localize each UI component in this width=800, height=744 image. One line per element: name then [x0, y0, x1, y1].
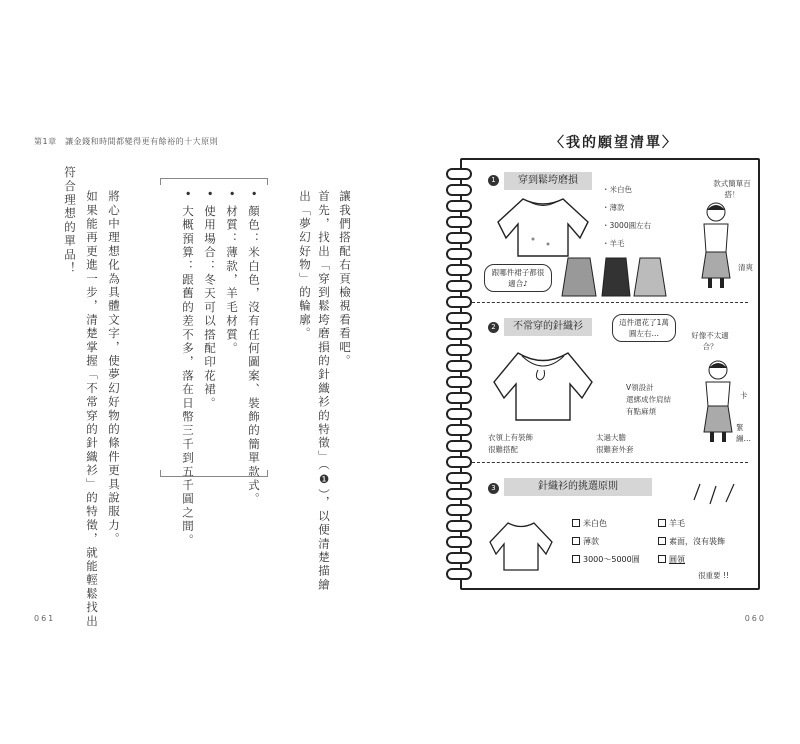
- paragraph-1: 讓我們搭配右頁檢視看看吧。: [338, 190, 352, 369]
- spiral-ring: [446, 264, 472, 276]
- spiral-ring: [446, 344, 472, 356]
- check-wool-label: 羊毛: [669, 519, 685, 528]
- important-note: 很重要 !!: [698, 571, 729, 580]
- check-budget: [572, 554, 640, 565]
- s1-bubble: 跟哪件裙子都很適合♪: [484, 264, 552, 292]
- s2-note-tie: 還綁成作肩結: [626, 395, 671, 404]
- cardigan-icon: [488, 348, 598, 428]
- divider-2: [472, 462, 748, 463]
- s2-speech: 好像不太適合？: [691, 331, 729, 351]
- checkbox-icon: [658, 537, 666, 545]
- list-item-color: • 顏色：米白色，沒有任何圖案、裝飾的簡單款式。: [247, 190, 261, 507]
- s2-note-coat: 很難套外套: [596, 445, 634, 454]
- paragraph-5: 符合理想的單品！: [63, 166, 77, 276]
- s1-person-label: 清爽: [738, 263, 753, 272]
- person-1-icon: [694, 200, 754, 290]
- check-plain-label: 素面，沒有裝飾: [669, 537, 725, 546]
- s2-note-trouble: 有點麻煩: [626, 407, 656, 416]
- spiral-ring: [446, 472, 472, 484]
- list-item-material: • 材質：薄款，羊毛材質。: [225, 190, 239, 356]
- s1-note-thin: ・薄款: [602, 203, 625, 212]
- section-3-number: 3: [488, 483, 499, 494]
- emphasis-lines-icon: [684, 480, 744, 510]
- page-number-left: 061: [34, 614, 56, 623]
- spiral-ring: [446, 280, 472, 292]
- spiral-ring: [446, 296, 472, 308]
- checkbox-icon: [572, 537, 580, 545]
- checkbox-icon: [572, 555, 580, 563]
- s2-note-collar: 衣領上有裝飾: [488, 433, 533, 442]
- check-thin-label: 薄款: [583, 537, 599, 546]
- wishlist-title: 〈我的願望清單〉: [550, 135, 678, 151]
- spiral-ring: [446, 536, 472, 548]
- list-item-budget: • 大概預算：跟舊的差不多，落在日幣三千到五千圓之間。: [181, 190, 195, 548]
- spiral-ring: [446, 504, 472, 516]
- notebook: [460, 158, 760, 590]
- spiral-ring: [446, 440, 472, 452]
- s2-sound-2: 緊繃…: [736, 423, 751, 443]
- s1-note-price: ・3000圓左右: [602, 221, 652, 230]
- paragraph-4: 如果能再更進一步，清楚掌握「不常穿的針織衫」的特徵，就能輕鬆找出: [85, 190, 99, 629]
- divider-1: [472, 302, 748, 303]
- right-page: [400, 0, 800, 744]
- section-2-number: 2: [488, 322, 499, 333]
- section-2-label: 不常穿的針織衫: [504, 318, 592, 336]
- check-color-label: 米白色: [583, 519, 607, 528]
- section-3-label: 針織衫的挑選原則: [504, 478, 652, 496]
- page-number-right: 060: [744, 614, 766, 623]
- s1-note-wool: ・羊毛: [602, 239, 625, 248]
- section-1-number: 1: [488, 175, 499, 186]
- checkbox-icon: [658, 519, 666, 527]
- checkbox-icon: [572, 519, 580, 527]
- spiral-ring: [446, 568, 472, 580]
- spiral-ring: [446, 184, 472, 196]
- spiral-ring: [446, 456, 472, 468]
- spiral-ring: [446, 168, 472, 180]
- check-thin: [572, 536, 599, 547]
- check-color: [572, 518, 607, 529]
- list-item-occasion: • 使用場合：冬天可以搭配印花裙。: [203, 190, 217, 411]
- spiral-ring: [446, 408, 472, 420]
- spiral-ring: [446, 392, 472, 404]
- list-bracket-top: [160, 178, 268, 185]
- spiral-ring: [446, 424, 472, 436]
- s2-note-bold: 太過大膽: [596, 433, 626, 442]
- spiral-ring: [446, 488, 472, 500]
- paragraph-2: 首先，找出「穿到鬆垮磨損的針織衫的特徵」（❶），以便清楚描繪出「夢幻好物」的輪廓。: [298, 190, 331, 592]
- spiral-ring: [446, 312, 472, 324]
- s2-bubble: 這件還花了1萬圓左右…: [612, 314, 676, 342]
- chapter-header: 第1章 讓金錢和時間都變得更有餘裕的十大原則: [34, 137, 219, 146]
- section-1-label: 穿到鬆垮磨損: [504, 172, 592, 190]
- spiral-ring: [446, 232, 472, 244]
- spiral-ring: [446, 248, 472, 260]
- list-bracket-bottom: [160, 470, 268, 477]
- check-wool: [658, 518, 685, 529]
- checkbox-icon: [658, 555, 666, 563]
- check-round-neck-label: 圓領: [669, 555, 685, 564]
- spiral-ring: [446, 328, 472, 340]
- spiral-binding: [446, 168, 472, 588]
- s2-note-vneck: V領設計: [626, 383, 654, 392]
- spiral-ring: [446, 216, 472, 228]
- paragraph-3: 將心中理想化為具體文字，使夢幻好物的條件更具說服力。: [107, 190, 121, 547]
- check-plain: [658, 536, 725, 547]
- spiral-ring: [446, 376, 472, 388]
- skirts-icon: [560, 256, 680, 302]
- ideal-sweater-icon: [486, 520, 556, 574]
- s2-note-hard-match: 很難搭配: [488, 445, 518, 454]
- s1-note-color: ・米白色: [602, 185, 632, 194]
- spiral-ring: [446, 520, 472, 532]
- spiral-ring: [446, 360, 472, 372]
- s1-speech: 款式簡單百搭！: [713, 179, 751, 199]
- check-budget-label: 3000～5000圓: [583, 555, 640, 564]
- spiral-ring: [446, 552, 472, 564]
- s2-sound-1: 卡: [740, 391, 748, 400]
- spiral-ring: [446, 200, 472, 212]
- check-round-neck: [658, 554, 685, 565]
- sweater-icon: [488, 194, 598, 264]
